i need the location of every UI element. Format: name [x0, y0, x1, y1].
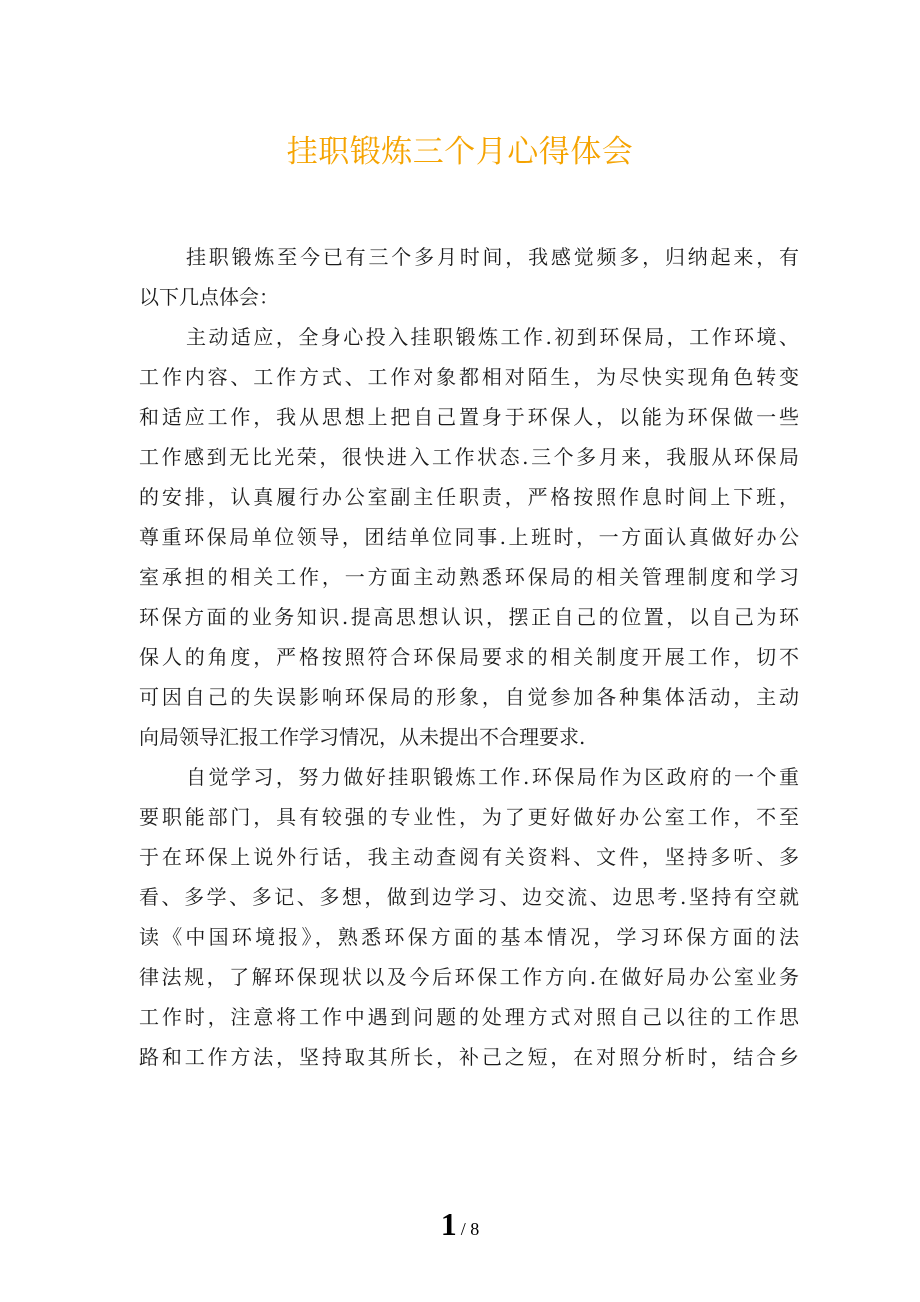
text-line: 向局领导汇报工作学习情况，从未提出不合理要求.	[139, 725, 586, 749]
text-line: 自觉学习，努力做好挂职锻炼工作.环保局作为区政府的一个重	[186, 765, 799, 789]
text-line: 可因自己的失误影响环保局的形象，自觉参加各种集体活动，主动	[139, 685, 799, 709]
document-body	[139, 237, 799, 1077]
text-line: 以下几点体会：	[139, 285, 279, 309]
text-line: 于在环保上说外行话，我主动查阅有关资料、文件，坚持多听、多	[139, 845, 799, 869]
text-line: 和适应工作，我从思想上把自己置身于环保人，以能为环保做一些	[139, 405, 799, 429]
page-total: / 8	[460, 1219, 480, 1239]
document-title: 挂职锻炼三个月心得体会	[286, 133, 634, 170]
text-line: 工作内容、工作方式、工作对象都相对陌生，为尽快实现角色转变	[139, 365, 799, 389]
text-line: 路和工作方法，坚持取其所长，补己之短，在对照分析时，结合乡	[139, 1045, 799, 1069]
text-line: 律法规，了解环保现状以及今后环保工作方向.在做好局办公室业务	[139, 965, 799, 989]
text-line: 主动适应，全身心投入挂职锻炼工作.初到环保局，工作环境、	[186, 325, 799, 349]
text-line: 环保方面的业务知识.提高思想认识，摆正自己的位置，以自己为环	[139, 605, 799, 629]
text-line: 工作时，注意将工作中遇到问题的处理方式对照自己以往的工作思	[139, 1005, 799, 1029]
page-current: 1	[440, 1206, 457, 1242]
text-line: 室承担的相关工作，一方面主动熟悉环保局的相关管理制度和学习	[139, 565, 799, 589]
text-line: 工作感到无比光荣，很快进入工作状态.三个多月来，我服从环保局	[139, 445, 799, 469]
page-number	[0, 1206, 920, 1243]
text-line: 看、多学、多记、多想，做到边学习、边交流、边思考.坚持有空就	[139, 885, 799, 909]
text-line: 读《中国环境报》，熟悉环保方面的基本情况，学习环保方面的法	[139, 925, 799, 949]
text-line: 挂职锻炼至今已有三个多月时间，我感觉频多，归纳起来，有	[186, 245, 799, 269]
text-line: 保人的角度，严格按照符合环保局要求的相关制度开展工作，切不	[139, 645, 799, 669]
text-line: 要职能部门，具有较强的专业性，为了更好做好办公室工作，不至	[139, 805, 799, 829]
text-line: 的安排，认真履行办公室副主任职责，严格按照作息时间上下班，	[139, 485, 799, 509]
text-line: 尊重环保局单位领导，团结单位同事.上班时，一方面认真做好办公	[139, 525, 799, 549]
